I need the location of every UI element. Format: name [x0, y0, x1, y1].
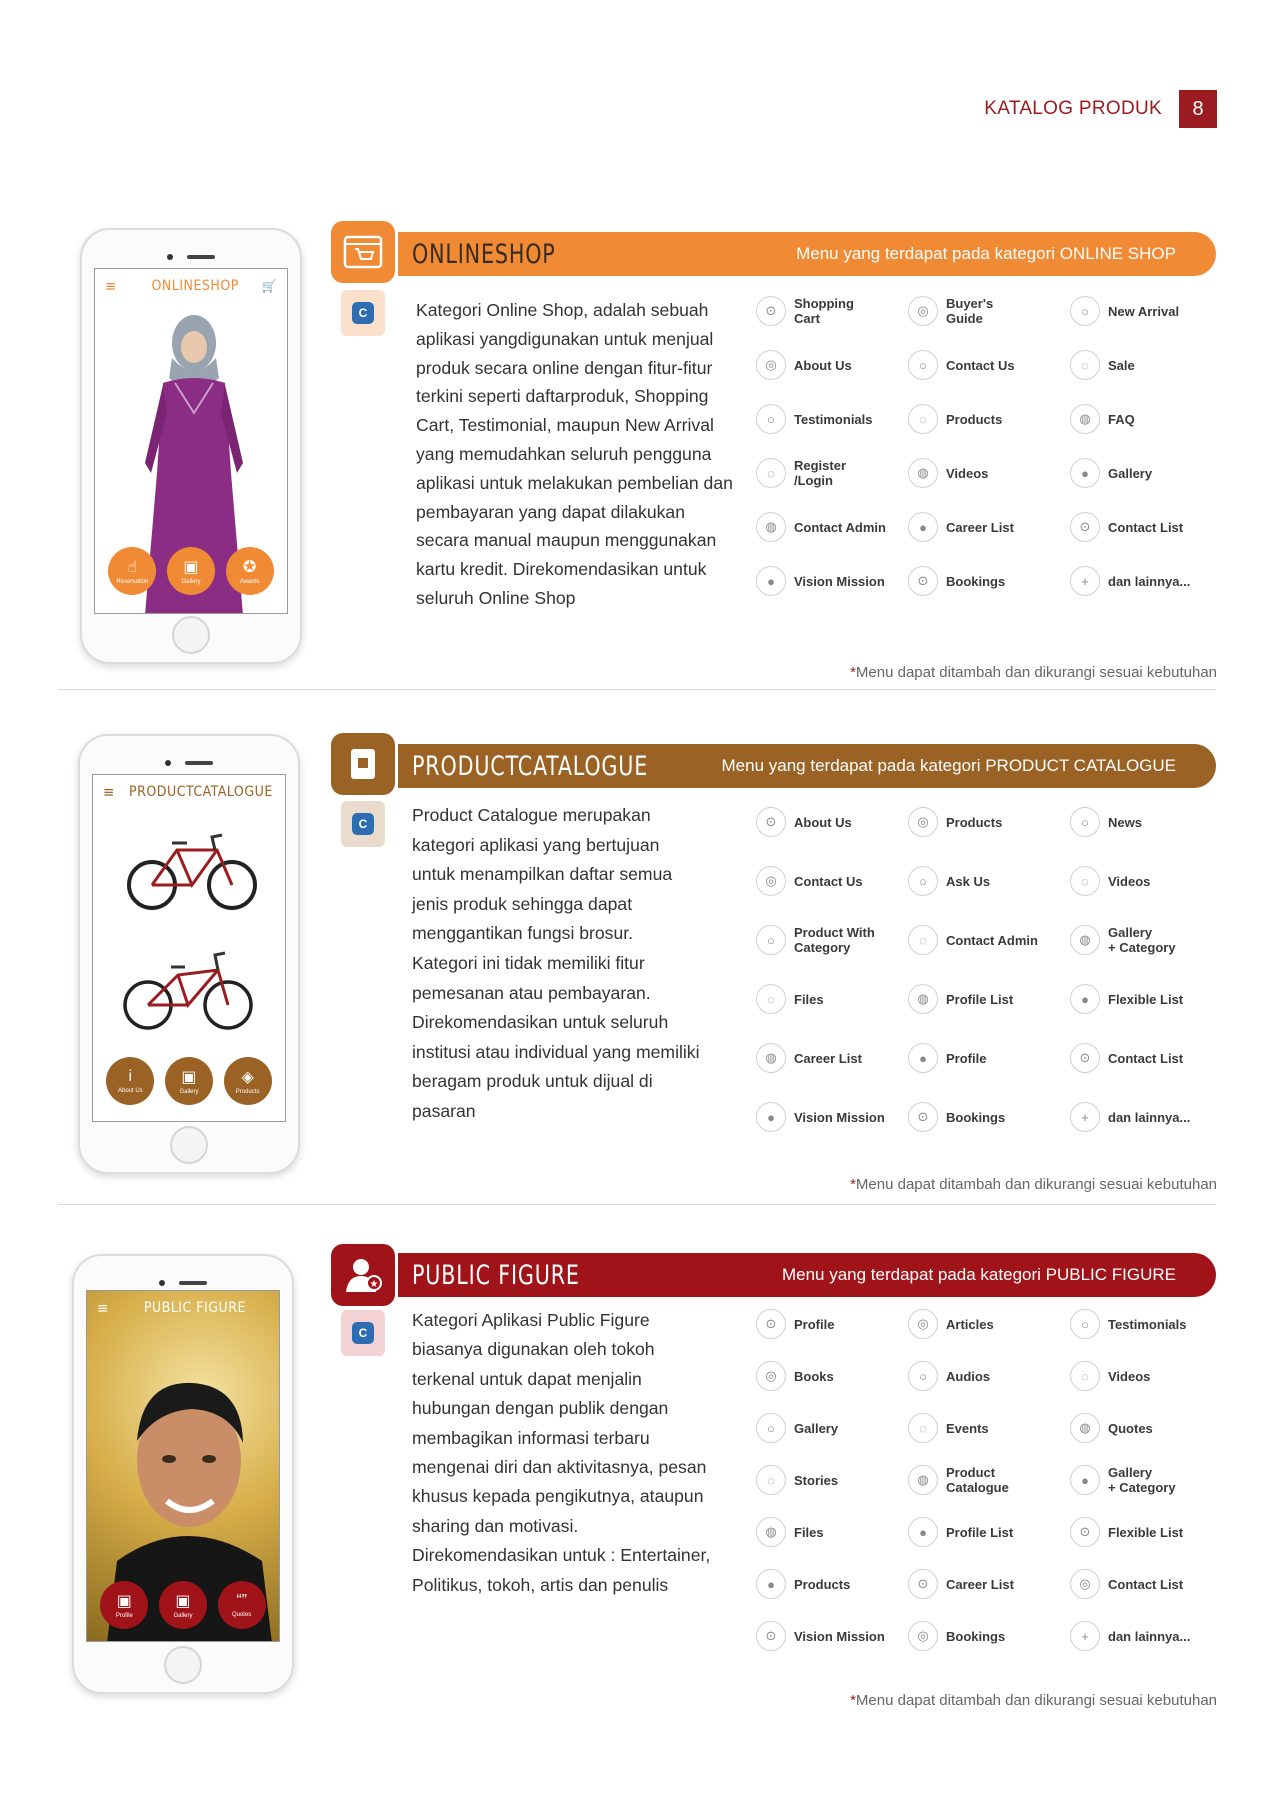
videos-icon: ◌	[1070, 866, 1100, 896]
product-with-icon: ○	[756, 925, 786, 955]
files-icon: ◌	[756, 984, 786, 1014]
menu-item-label: New Arrival	[1108, 303, 1180, 319]
menu-item-contact-list	[1070, 512, 1230, 542]
menu-item-label: Contact Us	[794, 873, 863, 889]
online-shop-header-bar	[398, 232, 1216, 276]
menu-item-bookings	[908, 566, 1068, 596]
menu-item-vision-mission	[756, 1102, 916, 1132]
about-us-icon: ⊙	[756, 807, 786, 837]
menu-item-label: Contact List	[1108, 1576, 1184, 1592]
info-icon: i	[128, 1068, 133, 1085]
menu-item-label: About Us	[794, 814, 852, 830]
cart-icon: 🛒	[261, 279, 277, 293]
menu-item-label: FAQ	[1108, 411, 1135, 427]
hand-pointer-icon: ☝	[127, 559, 138, 576]
menu-item-label: Career List	[794, 1050, 862, 1066]
menu-item-profile	[756, 1309, 916, 1339]
products-icon: ●	[756, 1569, 786, 1599]
phone-button-profile[interactable]: ▣ Profile	[100, 1581, 148, 1629]
sale-icon: ◌	[1070, 350, 1100, 380]
about-us-icon: ◎	[756, 350, 786, 380]
bookings-icon: ⊙	[908, 1102, 938, 1132]
menu-item-testimonials	[1070, 1309, 1230, 1339]
menu-item-contact-list	[1070, 1043, 1230, 1073]
new-arrival-icon: ○	[1070, 296, 1100, 326]
hamburger-icon: ≡	[105, 277, 117, 295]
menu-item-dan-lainnya	[1070, 1102, 1230, 1132]
menu-item-label: Vision Mission	[794, 573, 885, 589]
profile-icon: ⊙	[756, 1309, 786, 1339]
page-number: 8	[1179, 90, 1217, 128]
gallery-icon: ●	[1070, 1465, 1100, 1495]
videos-icon: ◍	[908, 458, 938, 488]
bookings-icon: ◎	[908, 1621, 938, 1651]
menu-item-label: dan lainnya...	[1108, 1109, 1191, 1125]
product-catalogue-note: *Menu dapat ditambah dan dikurangi sesuai kebutuhan	[850, 1176, 1217, 1193]
menu-item-label: dan lainnya...	[1108, 1628, 1191, 1644]
phone-home-button	[164, 1646, 202, 1684]
menu-item-label: Contact Admin	[946, 932, 1038, 948]
stories-icon: ◌	[756, 1465, 786, 1495]
menu-item-register-login	[756, 458, 916, 488]
files-icon: ◍	[756, 1517, 786, 1547]
image-icon: ▣	[181, 1069, 197, 1086]
menu-item-profile	[908, 1043, 1068, 1073]
phone-mockup-public-figure	[72, 1254, 294, 1694]
hamburger-icon: ≡	[97, 1299, 109, 1317]
menu-item-gallery-category	[1070, 1465, 1230, 1495]
testimonials-icon: ○	[756, 404, 786, 434]
menu-item-label: Register /Login	[794, 458, 847, 488]
menu-item-label: Ask Us	[946, 873, 991, 889]
phone-button-gallery[interactable]: ▣ Gallery	[159, 1581, 207, 1629]
menu-item-books	[756, 1361, 916, 1391]
phone-button-gallery[interactable]: ▣ Gallery	[167, 547, 215, 595]
menu-item-label: Testimonials	[1108, 1316, 1187, 1332]
product-catalogue-description: Product Catalogue merupakan kategori aplikasi yang bertujuan untuk menampilkan daftar semua jenis produk sehingga dapat menggantikan fungsi brosur. Kategori ini tidak memiliki fitur pemesanan atau pembayaran. Direkomendasikan untuk seluruh institusi atau individual yang memiliki beragam produk untuk dijual di pasaran	[412, 805, 700, 1121]
menu-item-label: About Us	[794, 357, 852, 373]
public-figure-header-bar	[398, 1253, 1216, 1297]
plus-icon: +	[1070, 1621, 1100, 1651]
menu-item-products	[756, 1569, 916, 1599]
flexible-list-icon: ●	[1070, 984, 1100, 1014]
menu-item-products	[908, 807, 1068, 837]
public-figure-note: *Menu dapat ditambah dan dikurangi sesuai kebutuhan	[850, 1692, 1217, 1709]
phone-button-quotes[interactable]: “” Quotes	[218, 1581, 266, 1629]
menu-item-gallery	[756, 1413, 916, 1443]
image-icon: ▣	[183, 559, 199, 576]
menu-item-label: Audios	[946, 1368, 991, 1384]
menu-item-career-list	[756, 1043, 916, 1073]
profile-list-icon: ●	[908, 1517, 938, 1547]
menu-item-dan-lainnya	[1070, 566, 1230, 596]
phone-mockup-product-catalogue	[78, 734, 300, 1174]
menu-item-contact-admin	[756, 512, 916, 542]
menu-item-label: Videos	[946, 465, 989, 481]
menu-item-label: News	[1108, 814, 1142, 830]
menu-item-label: Files	[794, 1524, 824, 1540]
menu-item-label: Bookings	[946, 1109, 1006, 1125]
audios-icon: ○	[908, 1361, 938, 1391]
quotes-icon: ◍	[1070, 1413, 1100, 1443]
menu-item-quotes	[1070, 1413, 1230, 1443]
plus-icon: +	[1070, 1102, 1100, 1132]
menu-item-audios	[908, 1361, 1068, 1391]
menu-item-videos	[908, 458, 1068, 488]
award-icon: ✪	[242, 559, 257, 576]
contact-list-icon: ◎	[1070, 1569, 1100, 1599]
phone-button-reservation[interactable]: ☝ Reservation	[108, 547, 156, 595]
menu-item-label: Products	[946, 814, 1003, 830]
products-icon: ◎	[908, 807, 938, 837]
section-divider	[58, 1204, 1216, 1205]
plus-icon: +	[1070, 566, 1100, 596]
public-figure-description: Kategori Aplikasi Public Figure biasanya digunakan oleh tokoh terkenal untuk dapat menjalin hubungan dengan publik dengan membagikan informasi terbaru mengenai diri dan aktivitasnya, pesan khusus kepada pengikutnya, ataupun sharing dan motivasi. Direkomendasikan untuk : Entertainer, Politikus, tokoh, artis dan penulis	[412, 1310, 711, 1595]
box-icon: ◈	[241, 1069, 254, 1086]
career-list-icon: ⊙	[908, 1569, 938, 1599]
menu-item-label: Contact List	[1108, 519, 1184, 535]
menu-item-product-with-category	[756, 925, 916, 955]
menu-item-files	[756, 1517, 916, 1547]
phone-button-about-us[interactable]: i About Us	[106, 1057, 154, 1105]
menu-item-products	[908, 404, 1068, 434]
menu-item-ask-us	[908, 866, 1068, 896]
menu-item-label: Profile List	[946, 991, 1014, 1007]
vision-mission-icon: ⊙	[756, 1621, 786, 1651]
image-icon: ▣	[175, 1593, 191, 1610]
videos-icon: ◌	[1070, 1361, 1100, 1391]
app-badge-icon: C	[341, 801, 385, 847]
category-menu-caption: Menu yang terdapat pada kategori PUBLIC FIGURE	[781, 1265, 1176, 1284]
gallery-icon: ○	[756, 1413, 786, 1443]
testimonials-icon: ○	[1070, 1309, 1100, 1339]
profile-icon: ●	[908, 1043, 938, 1073]
profile-icon: ▣	[116, 1593, 132, 1610]
page-header	[984, 90, 1217, 128]
contact-admin-icon: ◌	[908, 925, 938, 955]
menu-item-label: Bookings	[946, 573, 1006, 589]
menu-item-label: Products	[946, 411, 1003, 427]
menu-item-sale	[1070, 350, 1230, 380]
phone-button-gallery[interactable]: ▣ Gallery	[165, 1057, 213, 1105]
menu-item-files	[756, 984, 916, 1014]
menu-item-new-arrival	[1070, 296, 1230, 326]
menu-item-videos	[1070, 866, 1230, 896]
phone-home-button	[170, 1126, 208, 1164]
contact-list-icon: ⊙	[1070, 1043, 1100, 1073]
phone-app-title: PUBLIC FIGURE	[143, 1300, 246, 1316]
menu-item-events	[908, 1413, 1068, 1443]
shopping-icon: ⊙	[756, 296, 786, 326]
news-icon: ○	[1070, 807, 1100, 837]
career-list-icon: ●	[908, 512, 938, 542]
person-star-icon	[343, 1256, 383, 1294]
menu-item-label: Bookings	[946, 1628, 1006, 1644]
bookings-icon: ⊙	[908, 566, 938, 596]
phone-button-products[interactable]: ◈ Products	[224, 1057, 272, 1105]
menu-item-vision-mission	[756, 1621, 916, 1651]
phone-button-awards[interactable]: ✪ Awards	[226, 547, 274, 595]
contact-us-icon: ○	[908, 350, 938, 380]
category-name: PUBLIC FIGURE	[412, 1259, 580, 1291]
menu-item-label: Vision Mission	[794, 1628, 885, 1644]
app-badge-icon: C	[341, 290, 385, 336]
menu-item-career-list	[908, 1569, 1068, 1599]
hamburger-icon: ≡	[103, 783, 115, 801]
menu-item-label: Profile List	[946, 1524, 1014, 1540]
menu-item-gallery-category	[1070, 925, 1230, 955]
menu-item-flexible-list	[1070, 984, 1230, 1014]
menu-item-label: Books	[794, 1368, 834, 1384]
menu-item-gallery	[1070, 458, 1230, 488]
phone-app-title: PRODUCTCATALOGUE	[129, 784, 273, 800]
flexible-list-icon: ⊙	[1070, 1517, 1100, 1547]
ask-us-icon: ○	[908, 866, 938, 896]
contact-admin-icon: ◍	[756, 512, 786, 542]
svg-text:★: ★	[369, 1279, 379, 1290]
menu-item-label: dan lainnya...	[1108, 573, 1191, 589]
menu-item-flexible-list	[1070, 1517, 1230, 1547]
contact-us-icon: ◎	[756, 866, 786, 896]
phone-home-button	[172, 616, 210, 654]
vision-mission-icon: ●	[756, 566, 786, 596]
menu-item-dan-lainnya	[1070, 1621, 1230, 1651]
menu-item-label: Profile	[946, 1050, 987, 1066]
menu-item-label: Videos	[1108, 1368, 1151, 1384]
menu-item-profile-list	[908, 1517, 1068, 1547]
menu-item-career-list	[908, 512, 1068, 542]
menu-item-shopping-cart	[756, 296, 916, 326]
menu-item-label: Quotes	[1108, 1420, 1153, 1436]
menu-item-label: Gallery + Category	[1108, 1465, 1176, 1495]
online-shop-note: *Menu dapat ditambah dan dikurangi sesuai kebutuhan	[850, 664, 1217, 681]
menu-item-profile-list	[908, 984, 1068, 1014]
menu-item-vision-mission	[756, 566, 916, 596]
register-icon: ◌	[756, 458, 786, 488]
menu-item-about-us	[756, 350, 916, 380]
category-menu-caption: Menu yang terdapat pada kategori PRODUCT CATALOGUE	[721, 756, 1176, 775]
product-catalogue-category-icon	[331, 733, 395, 795]
menu-item-stories	[756, 1465, 916, 1495]
online-shop-category-icon	[331, 221, 395, 283]
product-icon: ◍	[908, 1465, 938, 1495]
quote-icon: “”	[236, 1592, 247, 1609]
menu-item-label: Gallery	[1108, 465, 1153, 481]
bicycle-image	[123, 945, 253, 1035]
section-divider	[58, 689, 1216, 690]
menu-item-label: Gallery + Category	[1108, 925, 1176, 955]
menu-item-label: Flexible List	[1108, 1524, 1184, 1540]
career-list-icon: ◍	[756, 1043, 786, 1073]
menu-item-videos	[1070, 1361, 1230, 1391]
menu-item-label: Contact Admin	[794, 519, 886, 535]
category-name: PRODUCTCATALOGUE	[412, 750, 649, 782]
menu-item-label: Contact Us	[946, 357, 1015, 373]
faq-icon: ◍	[1070, 404, 1100, 434]
vision-mission-icon: ●	[756, 1102, 786, 1132]
menu-item-label: Career List	[946, 1576, 1014, 1592]
menu-item-articles	[908, 1309, 1068, 1339]
menu-item-contact-us	[756, 866, 916, 896]
phone-app-title: ONLINESHOP	[151, 278, 239, 294]
catalogue-book-icon	[348, 746, 378, 782]
menu-item-contact-us	[908, 350, 1068, 380]
menu-item-contact-list	[1070, 1569, 1230, 1599]
menu-item-label: Profile	[794, 1316, 835, 1332]
menu-item-label: Product With Category	[794, 925, 875, 955]
category-menu-caption: Menu yang terdapat pada kategori ONLINE SHOP	[796, 244, 1176, 263]
menu-item-about-us	[756, 807, 916, 837]
menu-item-label: Contact List	[1108, 1050, 1184, 1066]
books-icon: ◎	[756, 1361, 786, 1391]
menu-item-contact-admin	[908, 925, 1068, 955]
menu-item-label: Files	[794, 991, 824, 1007]
contact-list-icon: ⊙	[1070, 512, 1100, 542]
menu-item-label: Flexible List	[1108, 991, 1184, 1007]
gallery-icon: ●	[1070, 458, 1100, 488]
menu-item-label: Vision Mission	[794, 1109, 885, 1125]
menu-item-news	[1070, 807, 1230, 837]
app-badge-icon: C	[341, 1310, 385, 1356]
menu-item-label: Stories	[794, 1472, 839, 1488]
category-name: ONLINESHOP	[412, 238, 556, 270]
page-header-title: KATALOG PRODUK	[984, 98, 1162, 119]
menu-item-buyer-s-guide	[908, 296, 1068, 326]
public-figure-category-icon	[331, 1244, 395, 1306]
products-icon: ◌	[908, 404, 938, 434]
menu-item-label: Articles	[946, 1316, 994, 1332]
menu-item-product-catalogue	[908, 1465, 1068, 1495]
articles-icon: ◎	[908, 1309, 938, 1339]
menu-item-label: Events	[946, 1420, 989, 1436]
menu-item-label: Career List	[946, 519, 1014, 535]
online-shop-description: Kategori Online Shop, adalah sebuah aplikasi yangdigunakan untuk menjual produk secara online dengan fitur-fitur terkini seperti daftarproduk, Shopping Cart, Testimonial, maupun New Arrival yang memudahkan seluruh pengguna aplikasi untuk melakukan pembelian dan pembayaran yang dapat dilakukan secara manual maupun menggunakan kartu kredit. Direkomendasikan untuk seluruh Online Shop	[416, 300, 733, 608]
gallery-icon: ◍	[1070, 925, 1100, 955]
menu-item-bookings	[908, 1621, 1068, 1651]
events-icon: ◌	[908, 1413, 938, 1443]
phone-mockup-online-shop	[80, 228, 302, 664]
menu-item-label: Videos	[1108, 873, 1151, 889]
profile-list-icon: ◍	[908, 984, 938, 1014]
buyer-s-icon: ◎	[908, 296, 938, 326]
menu-item-label: Gallery	[794, 1420, 839, 1436]
menu-item-label: Shopping Cart	[794, 296, 854, 326]
menu-item-testimonials	[756, 404, 916, 434]
menu-item-faq	[1070, 404, 1230, 434]
bicycle-image	[127, 825, 257, 915]
menu-item-label: Products	[794, 1576, 851, 1592]
menu-item-label: Product Catalogue	[946, 1465, 1009, 1495]
menu-item-label: Testimonials	[794, 411, 873, 427]
menu-item-bookings	[908, 1102, 1068, 1132]
menu-item-label: Sale	[1108, 357, 1135, 373]
shopping-window-icon	[343, 235, 383, 269]
product-catalogue-header-bar	[398, 744, 1216, 788]
menu-item-label: Buyer's Guide	[946, 296, 994, 326]
